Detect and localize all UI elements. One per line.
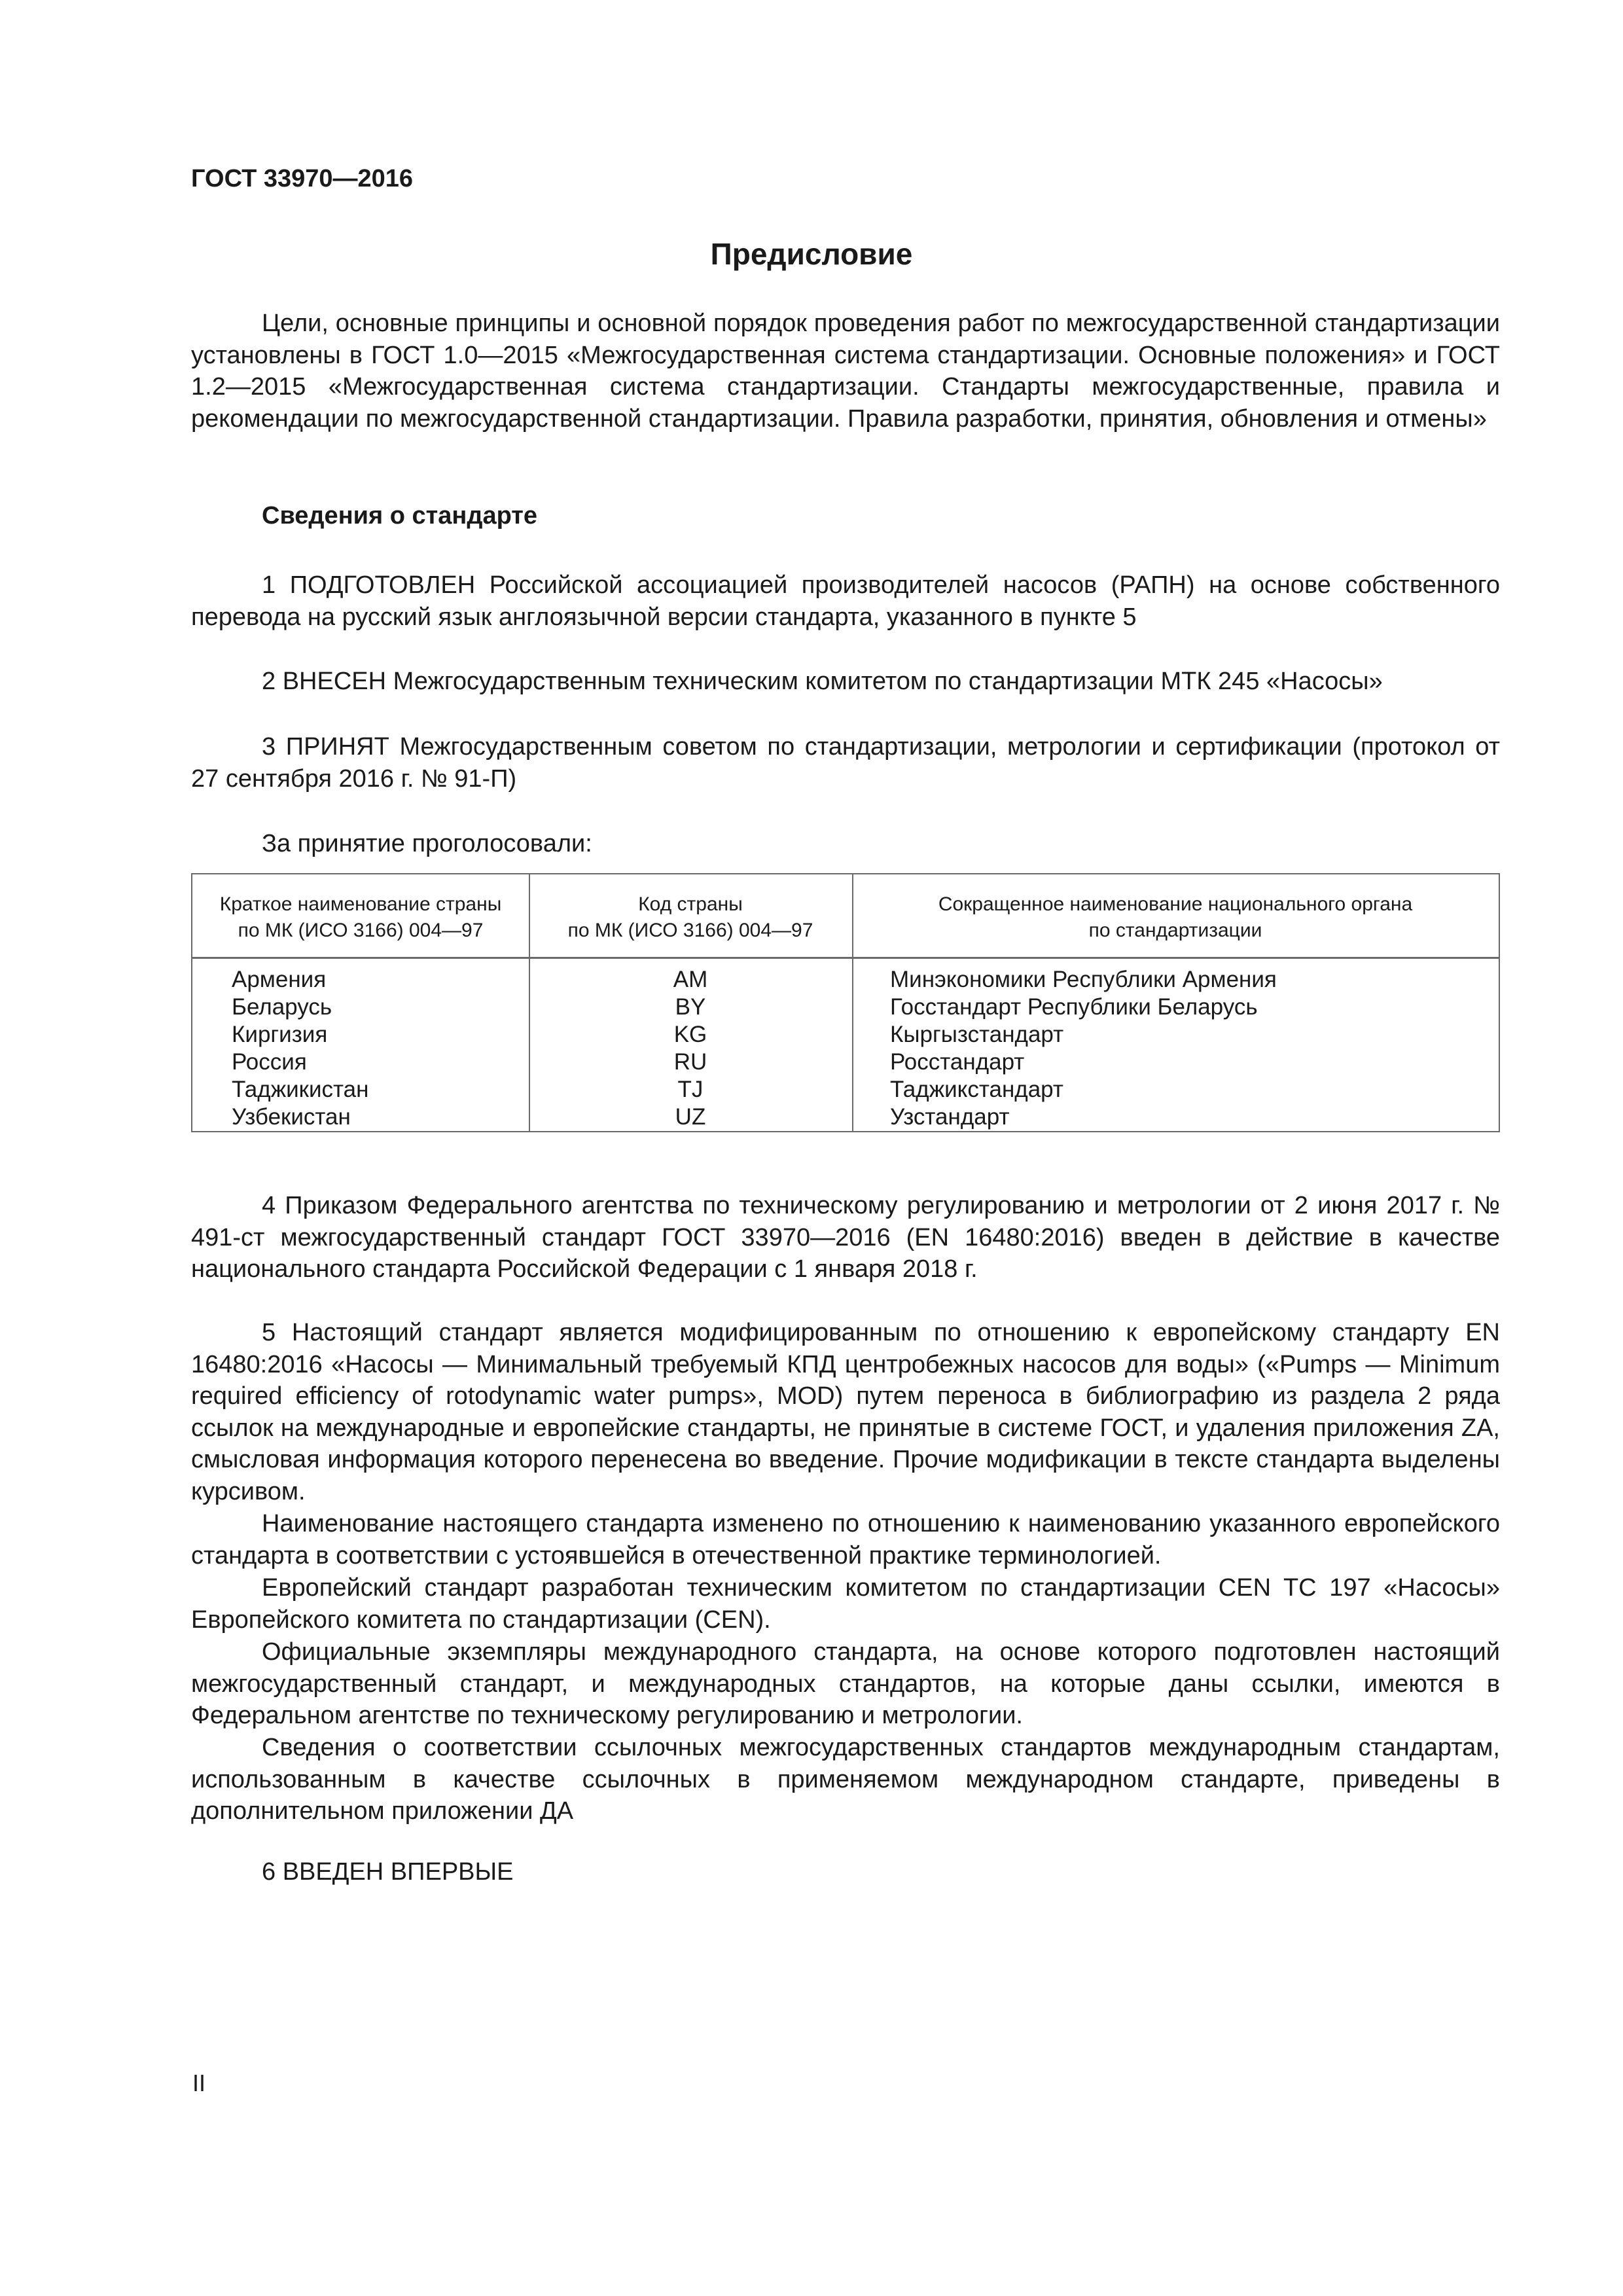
table-body-column bbox=[890, 966, 1479, 1131]
table-cell-country: Армения bbox=[232, 967, 327, 992]
table-header-code bbox=[529, 891, 852, 944]
item-5-references-paragraph: Сведения о соответствии ссылочных межгосударственных стандартов международным стандартам, использованным в качестве ссылочных в применяемом международном стандарте, приведены в дополнительном приложении ДА bbox=[191, 1734, 1500, 1825]
item-5-name-paragraph: Наименование настоящего стандарта изменено по отношению к наименованию указанного европейского стандарта в соответствии с устоявшейся в отечественной практике терминологией. bbox=[191, 1510, 1500, 1570]
table-header-text: по стандартизации bbox=[1088, 920, 1262, 941]
intro-paragraph: Цели, основные принципы и основной порядок проведения работ по межгосударственной стандартизации установлены в ГОСТ 1.0—2015 «Межгосударственная система стандартизации. Основные положения» и ГОСТ 1.2—2015 «Межгосударственная система стандартизации. Стандарты межгосударственные, правила и рекомендации по межгосударственной стандартизации. Правила разработки, принятия, обновления и отмены» bbox=[191, 310, 1500, 433]
table-cell-body: Госстандарт Республики Беларусь bbox=[890, 994, 1258, 1020]
item-5-paragraph: 5 Настоящий стандарт является модифицированным по отношению к европейскому стандарту EN 16480:2016 «Насосы — Минимальный требуемый КПД центробежных насосов для воды» («Pumps — Minimum required efficiency of rotodynamic water pumps», MOD) путем переноса в библиографию из раздела 2 ряда ссылок на международные и европейские стандарты, не принятые в системе ГОСТ, и удаления приложения ZA, смысловая информация которого перенесена во введение. Прочие модификации в тексте стандарта выделены курсивом. bbox=[191, 1319, 1500, 1505]
table-cell-body: Минэкономики Республики Армения bbox=[890, 967, 1277, 992]
page-number: II bbox=[192, 2070, 206, 2096]
item-4-paragraph: 4 Приказом Федерального агентства по техническому регулированию и метрологии от 2 июня 2017 г. № 491-ст межгосударственный стандарт ГОСТ 33970—2016 (EN 16480:2016) введен в действие в качестве национального стандарта Российской Федерации с 1 января 2018 г. bbox=[191, 1192, 1500, 1283]
table-cell-body: Кыргызстандарт bbox=[890, 1022, 1064, 1047]
table-header-text: Краткое наименование страны bbox=[219, 893, 502, 915]
vote-intro: За принятие проголосовали: bbox=[262, 830, 592, 857]
table-cell-code: BY bbox=[675, 994, 706, 1020]
table-cell-code: KG bbox=[673, 1022, 707, 1047]
table-cell-country: Узбекистан bbox=[232, 1104, 351, 1130]
item-3-paragraph: 3 ПРИНЯТ Межгосударственным советом по стандартизации, метрологии и сертификации (протокол от 27 сентября 2016 г. № 91-П) bbox=[191, 733, 1500, 793]
item-2-paragraph: 2 ВНЕСЕН Межгосударственным техническим комитетом по стандартизации МТК 245 «Насосы» bbox=[262, 668, 1383, 695]
table-cell-country: Россия bbox=[232, 1049, 307, 1075]
table-header-text: по МК (ИСО 3166) 004—97 bbox=[238, 920, 484, 941]
table-cell-code: UZ bbox=[675, 1104, 706, 1130]
item-1-paragraph: 1 ПОДГОТОВЛЕН Российской ассоциацией производителей насосов (РАПН) на основе собственного перевода на русский язык англоязычной версии стандарта, указанного в пункте 5 bbox=[191, 571, 1500, 631]
table-cell-country: Киргизия bbox=[232, 1022, 328, 1047]
table-cell-body: Росстандарт bbox=[890, 1049, 1025, 1075]
voting-table bbox=[191, 873, 1500, 1132]
table-cell-body: Таджикстандарт bbox=[890, 1077, 1063, 1102]
section-heading: Сведения о стандарте bbox=[262, 502, 538, 529]
table-cell-body: Узстандарт bbox=[890, 1104, 1010, 1130]
table-country-column bbox=[232, 966, 520, 1131]
item-6-paragraph: 6 ВВЕДЕН ВПЕРВЫЕ bbox=[262, 1858, 514, 1886]
table-code-column bbox=[529, 966, 852, 1131]
table-cell-code: AM bbox=[673, 967, 708, 992]
item-5-cen-paragraph: Европейский стандарт разработан техническим комитетом по стандартизации CEN TC 197 «Насосы» Европейского комитета по стандартизации (CEN). bbox=[191, 1574, 1500, 1634]
table-header-text: Сокращенное наименование национального органа bbox=[938, 893, 1413, 915]
table-cell-code: RU bbox=[673, 1049, 707, 1075]
table-header-text: по МК (ИСО 3166) 004—97 bbox=[567, 920, 813, 941]
table-cell-country: Беларусь bbox=[232, 994, 332, 1020]
table-cell-country: Таджикистан bbox=[232, 1077, 369, 1102]
table-header-divider bbox=[192, 957, 1499, 959]
table-header-country bbox=[192, 891, 529, 944]
table-cell-code: TJ bbox=[677, 1077, 704, 1102]
table-header-text: Код страны bbox=[638, 893, 743, 915]
item-5-copies-paragraph: Официальные экземпляры международного стандарта, на основе которого подготовлен настоящий межгосударственный стандарт, и международных стандартов, на которые даны ссылки, имеются в Федеральном агентстве по техническому регулированию и метрологии. bbox=[191, 1638, 1500, 1729]
document-id: ГОСТ 33970—2016 bbox=[191, 165, 414, 192]
table-header-body bbox=[852, 891, 1499, 944]
page-title: Предисловие bbox=[710, 237, 913, 271]
